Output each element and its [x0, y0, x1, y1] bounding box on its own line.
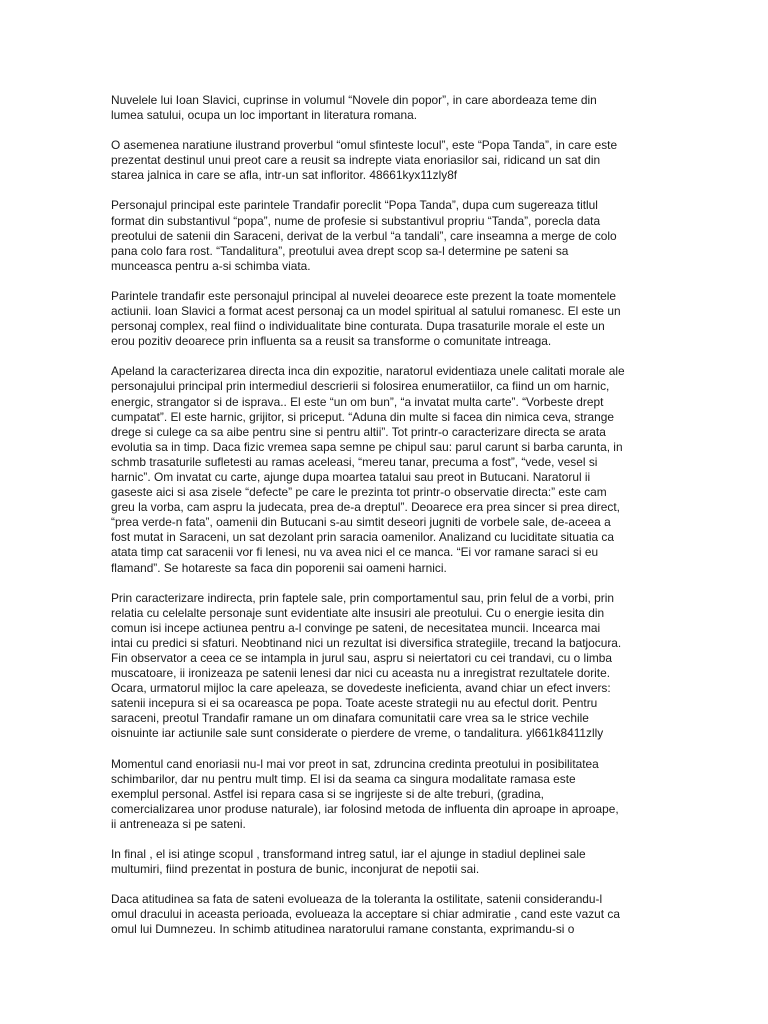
text-line: Fin observator a ceea ce se intampla in jurul sau, aspru si neiertatori cu cei trandavi, cu o limba	[111, 651, 612, 665]
text-line: munceasca pentru a-si schimba viata.	[111, 258, 311, 273]
paragraph	[111, 138, 661, 183]
paragraph	[111, 198, 661, 273]
text-line: O asemenea naratiune ilustrand proverbul “omul sfinteste locul”, este “Popa Tanda”, in care este	[111, 138, 618, 153]
text-line: saraceni, preotul Trandafir ramane un om dinafara comunitatii care vrea sa le strice vechile	[111, 711, 589, 726]
text-line: omul dracului in aceasta perioada, evolueaza la acceptare si chiar admiratie , cand este vazut ca	[111, 907, 620, 922]
text-line: Nuvelele lui Ioan Slavici, cuprinse in volumul “Novele din popor”, in care abordeaza teme din	[111, 93, 597, 107]
text-line: In final , el isi atinge scopul , transformand intreg satul, iar el ajunge in stadiul deplinei sale	[111, 847, 586, 862]
text-line: energic, strangator si de isprava.. El este “un om bun”, “a invatat multa carte”. “Vorbeste drept	[111, 394, 604, 409]
text-line: satenii incepura si ei sa ocareasca pe popa. Toate aceste strategii nu au efectul dorit. Pentru	[111, 696, 598, 711]
text-line: evolutia sa in timp. Daca fizic vremea sapa semne pe chipul sau: parul carunt si barba carunta, in	[111, 439, 623, 454]
text-line: oisnuinte iar actiunile sale sunt considerate o pierdere de vreme, o tandalitura. yl661k8411zlly	[111, 726, 604, 741]
text-line: personaj complex, real fiind o individualitate bine conturata. Dupa trasaturile morale el este un	[111, 319, 605, 334]
text-line: cumpatat”. El este harnic, grijitor, si priceput. “Aduna din multe si facea din nimica ceva, strange	[111, 409, 614, 424]
paragraph	[111, 364, 661, 575]
paragraph	[111, 93, 661, 123]
text-line: “prea verde-n fata”, oamenii din Butucani s-au simtit deseori jugniti de vorbele sale, de-aceea a	[111, 515, 611, 530]
text-line: Ocara, urmatorul mijloc la care apeleaza, se dovedeste ineficienta, avand chiar un efect invers:	[111, 681, 611, 696]
text-line: prezentat destinul unui preot care a reusit sa indrepte viata enoriasilor sai, ridicand un sat din	[111, 153, 601, 168]
text-line: schimbarilor, dar nu pentru mult timp. El isi da seama ca singura modalitate ramasa este	[111, 771, 576, 786]
text-line: pana colo fara rost. “Tandalitura”, preotului avea drept scop sa-l determine pe sateni sa	[111, 243, 569, 258]
text-line: atata timp cat saracenii vor fi lenesi, nu va avea nici el ce manca. “Ei vor ramane saraci si eu	[111, 545, 599, 560]
text-line: Apeland la caracterizarea directa inca din expozitie, naratorul evidentiaza unele calitati morale ale	[111, 364, 625, 379]
text-line: intai cu predici si sfaturi. Neobtinand nici un rezultat isi diversifica strategiile, trecand la batjocura.	[111, 635, 622, 650]
text-line: fost mutat in Saraceni, un sat dezolant prin saracia oamenilor. Analizand cu luciditate situatia ca	[111, 530, 614, 545]
text-line: Parintele trandafir este personajul principal al nuvelei deoarece este prezent la toate momentele	[111, 288, 616, 303]
text-line: personajului principal prin intermediul descrierii si folosirea enumeratiilor, ca fiind un om harnic,	[111, 379, 610, 394]
text-line: exemplul personal. Astfel isi repara casa si se ingrijeste si de alte treburi, (gradina,	[111, 786, 544, 801]
text-line: omul lui Dumnezeu. In schimb atitudinea naratorului ramane constanta, exprimandu-si o	[111, 922, 575, 937]
paragraph	[111, 289, 661, 349]
text-line: preotului de satenii din Saraceni, derivat de la verbul “a tandali”, care inseamna a merge de colo	[111, 228, 617, 243]
text-line: greu la vorba, cam aspru la judecata, prea de-a dreptul”. Deoarece era prea sincer si prea direct,	[111, 500, 620, 515]
text-line: flamand”. Se hotareste sa faca din poporenii sai oameni harnici.	[111, 560, 447, 575]
paragraph	[111, 892, 661, 937]
paragraph	[111, 591, 661, 742]
paragraph	[111, 847, 661, 877]
text-line: lumea satului, ocupa un loc important in literatura romana.	[111, 108, 418, 123]
text-line: relatia cu celelalte personaje sunt evidentiate alte insusiri ale preotului. Cu o energie iesita din	[111, 605, 605, 620]
text-line: drege si culege ca sa aibe pentru sine si pentru altii”. Tot printr-o caracterizare directa se arata	[111, 424, 606, 439]
text-line: multumiri, fiind prezentat in postura de bunic, inconjurat de nepotii sai.	[111, 862, 480, 877]
document-page	[111, 93, 661, 953]
text-line: Daca atitudinea sa fata de sateni evolueaza de la toleranta la ostilitate, satenii considerandu-l	[111, 892, 603, 907]
text-line: actiunii. Ioan Slavici a format acest personaj ca un model spiritual al satului romanesc. El este un	[111, 304, 621, 319]
text-line: schmb trasaturile sufletesti au ramas aceleasi, “mereu tanar, precuma a fost”, “vede, vesel si	[111, 454, 598, 469]
text-line: erou pozitiv deoarece prin influenta sa a reusit sa transforme o comunitate intreaga.	[111, 334, 552, 349]
text-line: gaseste aici si asa zisele “defecte” pe care le prezinta tot printr-o observatie directa:” este cam	[111, 485, 607, 500]
text-line: ii antreneaza si pe sateni.	[111, 816, 246, 831]
text-line: Prin caracterizare indirecta, prin faptele sale, prin comportamentul sau, prin felul de a vorbi, prin	[111, 590, 614, 605]
text-line: harnic”. Om invatat cu carte, ajunge dupa moartea tatalui sau preot in Butucani. Naratorul ii	[111, 469, 591, 484]
text-line: starea jalnica in care se afla, intr-un sat infloritor. 48661kyx11zly8f	[111, 168, 458, 183]
text-line: comun isi incepe actiunea pentru a-l convinge pe sateni, de necesitatea muncii. Incearca mai	[111, 620, 601, 635]
text-line: format din substantivul “popa”, nume de profesie si substantivul propriu “Tanda”, porecla data	[111, 213, 601, 228]
text-line: Personajul principal este parintele Trandafir poreclit “Popa Tanda”, dupa cum sugereaza titlul	[111, 198, 598, 213]
text-line: muscatoare, ii ironizeaza pe satenii lenesi dar nici cu aceasta nu a inregistrat rezultatele dorite.	[111, 666, 611, 681]
paragraph	[111, 757, 661, 832]
text-line: Momentul cand enoriasii nu-l mai vor preot in sat, zdruncina credinta preotului in posibilitatea	[111, 756, 599, 771]
text-line: comercializarea unor produse naturale), iar folosind metoda de influenta din aproape in aproape,	[111, 801, 619, 816]
